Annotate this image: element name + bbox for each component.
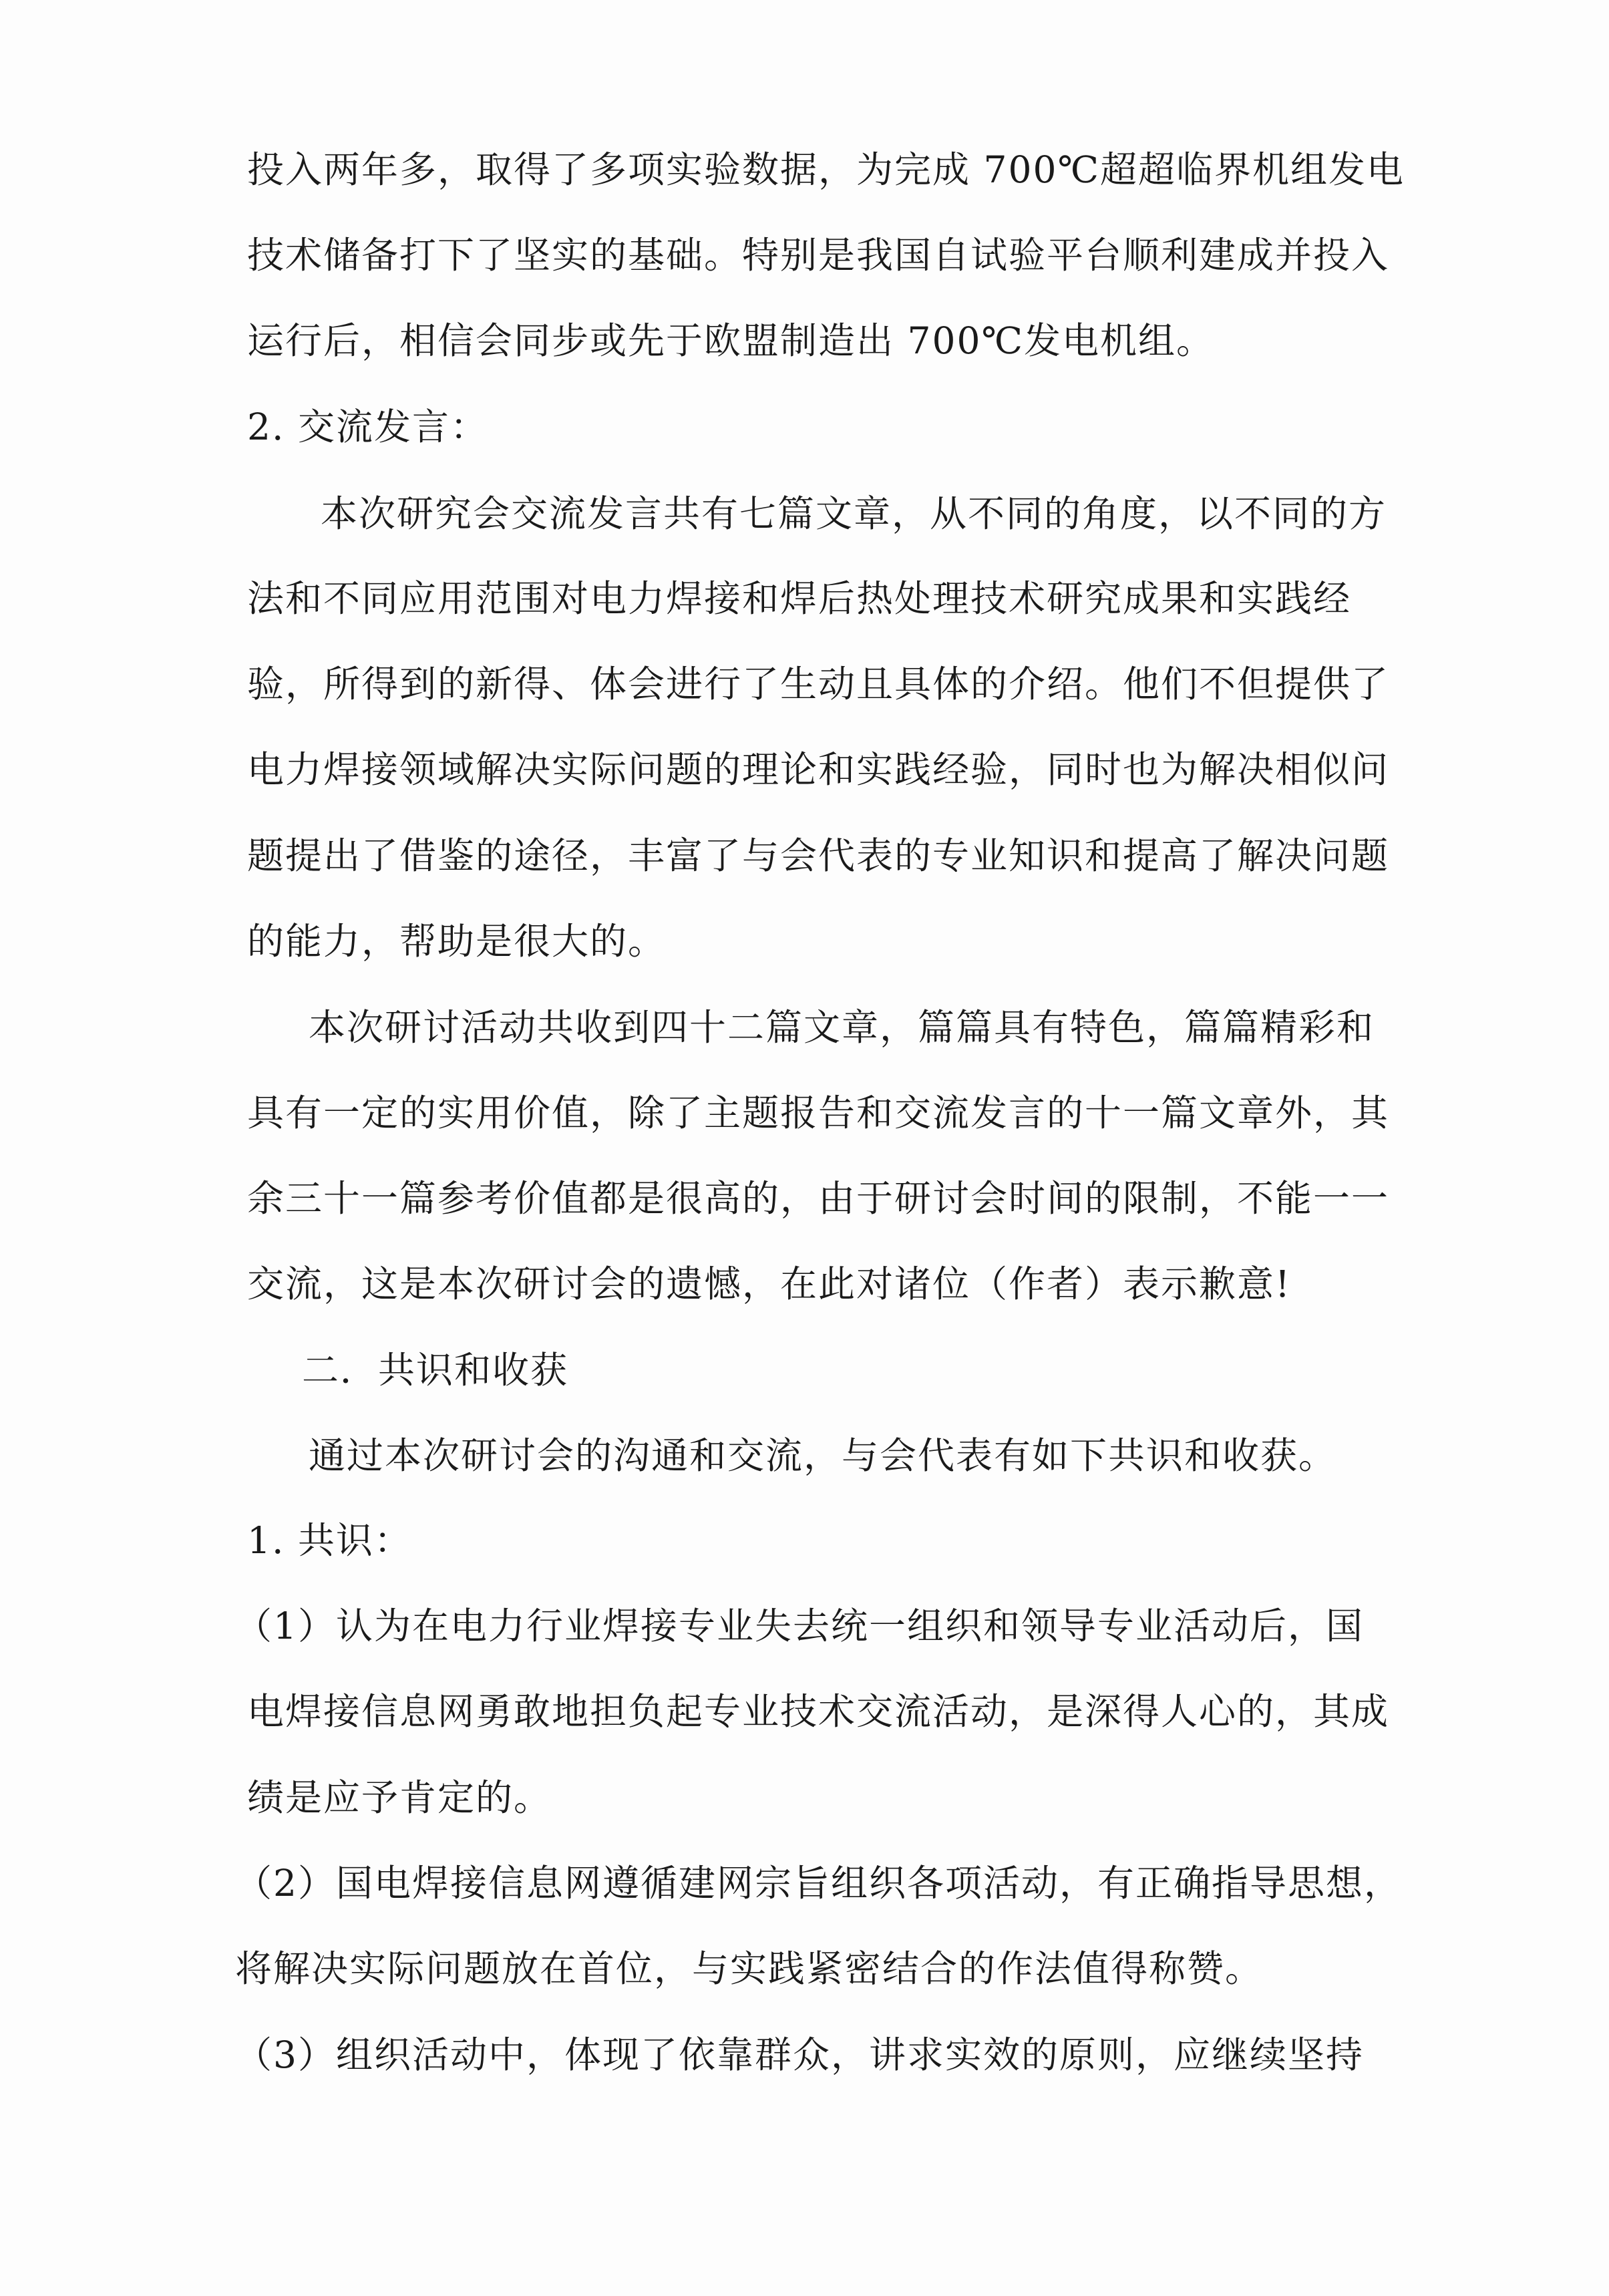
text-line: 技术储备打下了坚实的基础。特别是我国自试验平台顺利建成并投入 (247, 234, 1390, 277)
text-line: 题提出了借鉴的途径，丰富了与会代表的专业知识和提高了解决问题 (247, 834, 1390, 877)
text-line: 具有一定的实用价值，除了主题报告和交流发言的十一篇文章外，其 (247, 1092, 1390, 1134)
text-line: （2）国电焊接信息网遵循建网宗旨组织各项活动，有正确指导思想， (235, 1862, 1402, 1905)
text-line: 运行后，相信会同步或先于欧盟制造出 700℃发电机组。 (247, 319, 1214, 362)
text-line: 电焊接信息网勇敢地担负起专业技术交流活动，是深得人心的，其成 (247, 1690, 1390, 1733)
section-heading: 1. 共识： (247, 1519, 412, 1562)
text-line: 余三十一篇参考价值都是很高的，由于研讨会时间的限制，不能一一 (247, 1177, 1390, 1220)
text-line: 本次研讨活动共收到四十二篇文章，篇篇具有特色，篇篇精彩和 (309, 1006, 1375, 1049)
text-line: 交流，这是本次研讨会的遗憾，在此对诸位（作者）表示歉意! (247, 1263, 1292, 1305)
text-line: 绩是应予肯定的。 (247, 1776, 552, 1819)
text-line: 将解决实际问题放在首位，与实践紧密结合的作法值得称赞。 (235, 1947, 1264, 1990)
text-line: 验，所得到的新得、体会进行了生动且具体的介绍。他们不但提供了 (247, 663, 1390, 705)
text-line: （1）认为在电力行业焊接专业失去统一组织和领导专业活动后，国 (235, 1605, 1364, 1647)
text-line: 投入两年多，取得了多项实验数据，为完成 700℃超超临界机组发电 (247, 148, 1405, 191)
section-heading: 2. 交流发言： (247, 405, 488, 448)
text-line: 的能力，帮助是很大的。 (247, 920, 667, 963)
text-line: 法和不同应用范围对电力焊接和焊后热处理技术研究成果和实践经 (247, 577, 1352, 620)
text-line: 本次研究会交流发言共有七篇文章，从不同的角度，以不同的方 (321, 492, 1387, 535)
text-line: （3）组织活动中，体现了依靠群众，讲求实效的原则，应继续坚持 (235, 2033, 1364, 2076)
section-heading: 二．共识和收获 (302, 1349, 569, 1391)
text-line: 电力焊接领域解决实际问题的理论和实践经验，同时也为解决相似问 (247, 748, 1390, 791)
text-line: 通过本次研讨会的沟通和交流，与会代表有如下共识和收获。 (309, 1434, 1337, 1477)
